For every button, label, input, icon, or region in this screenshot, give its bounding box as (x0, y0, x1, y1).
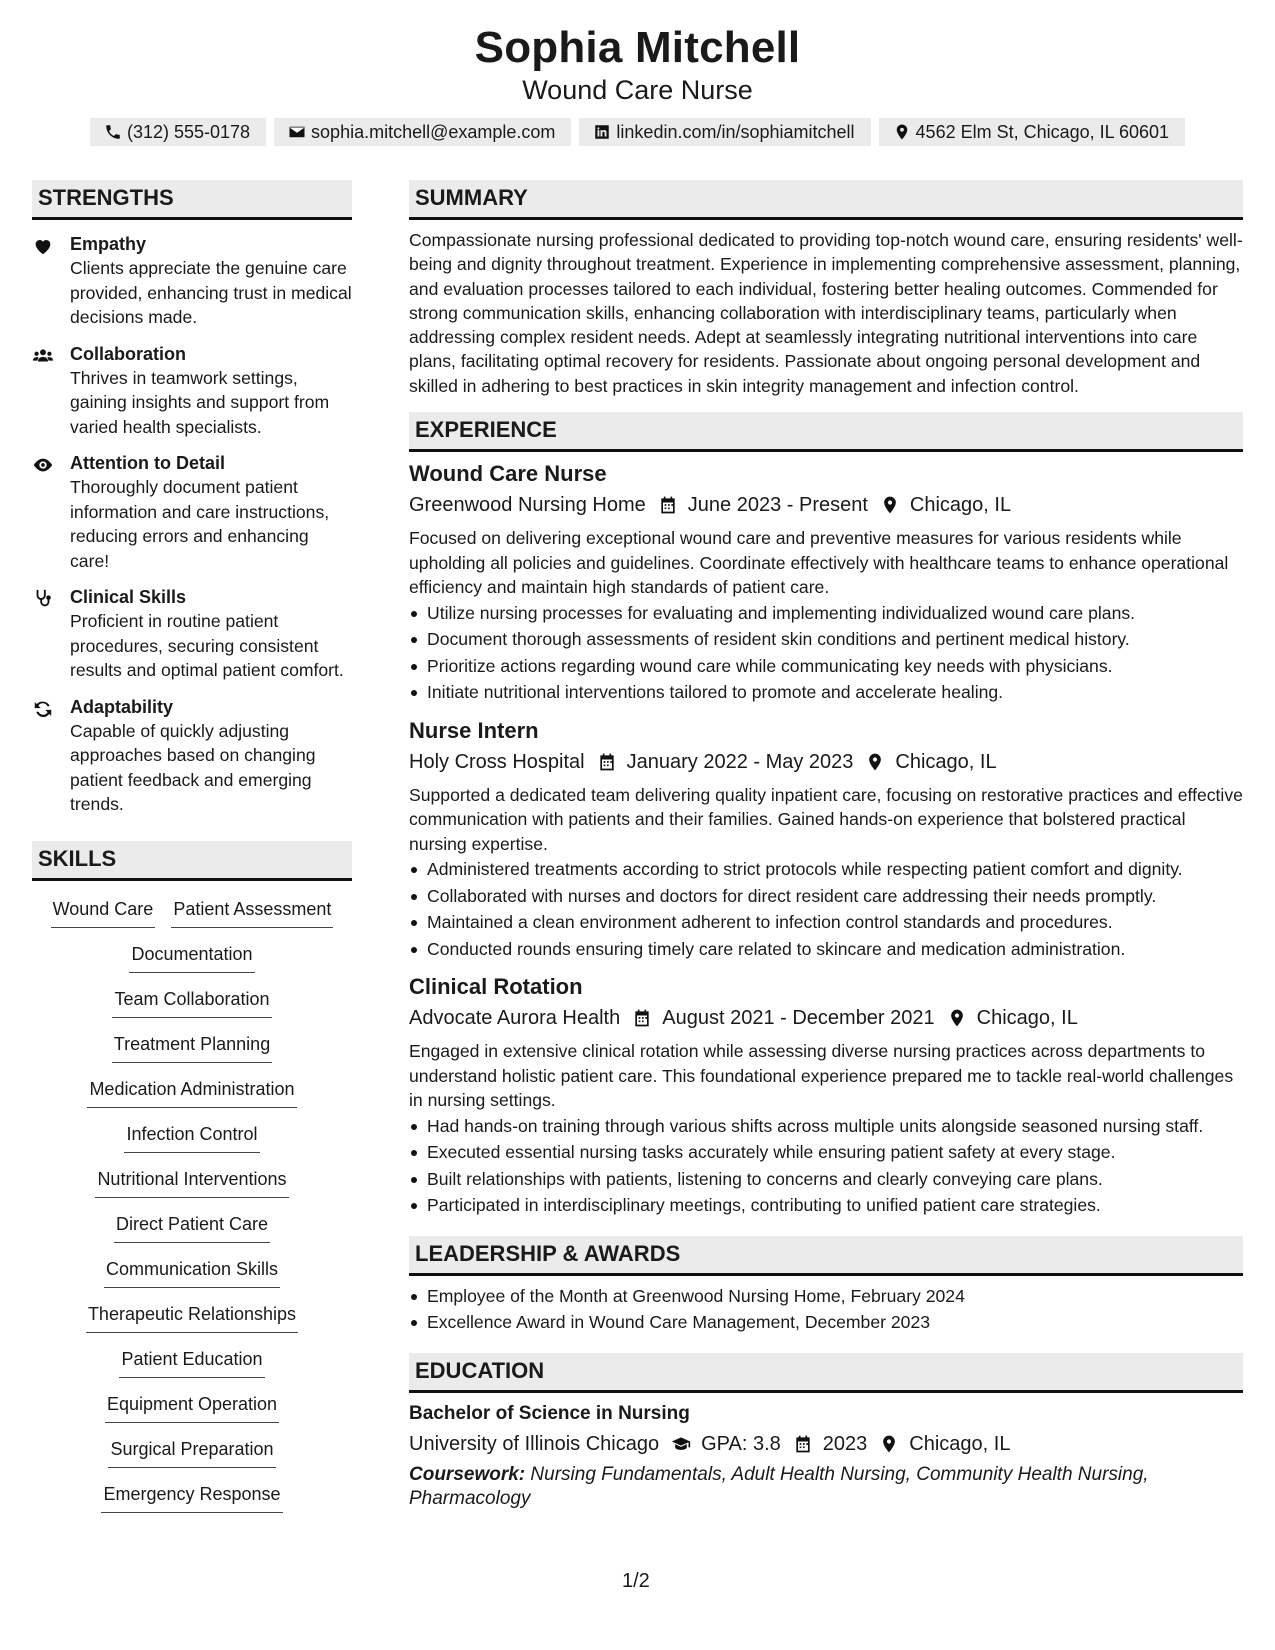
education-location: Chicago, IL (909, 1432, 1011, 1455)
resume-header (0, 0, 1275, 146)
school-name: University of Illinois Chicago (409, 1432, 660, 1455)
heart-icon (32, 235, 54, 257)
bullet-item: Initiate nutritional interventions tailored to promote and accelerate healing. (409, 680, 1243, 705)
eye-icon (32, 454, 54, 476)
award-item: Employee of the Month at Greenwood Nursing Home, February 2024 (409, 1284, 1243, 1309)
job-bullets (409, 601, 1243, 705)
job-dates: January 2022 - May 2023 (626, 750, 854, 773)
company-name: Advocate Aurora Health (409, 1007, 621, 1030)
calendar-icon (658, 495, 678, 515)
phone-icon (104, 123, 122, 141)
skill-tag: Communication Skills (104, 1255, 280, 1288)
strength-item (32, 342, 352, 440)
summary-heading: SUMMARY (409, 180, 1243, 220)
job-description: Supported a dedicated team delivering quality inpatient care, focusing on restorative practices and effective communication with patients and their families. Gained hands-on experience that bolstered practical nursing expertise. (409, 784, 1243, 854)
bullet-item: Administered treatments according to strict protocols while respecting patient comfort and dignity. (409, 857, 1243, 882)
contact-bar (0, 118, 1275, 146)
graduation-year: 2023 (822, 1432, 868, 1455)
calendar-icon (632, 1008, 652, 1028)
strength-name: Collaboration (70, 343, 186, 364)
stethoscope-icon (32, 588, 54, 610)
contact-linkedin-text: linkedin.com/in/sophiamitchell (616, 122, 855, 142)
job-title: Wound Care Nurse (409, 461, 607, 487)
skill-tag: Wound Care (51, 895, 156, 928)
job-location: Chicago, IL (909, 494, 1012, 517)
job-bullets (409, 1114, 1243, 1218)
graduation-cap-icon (671, 1434, 691, 1454)
job-meta (409, 747, 1243, 777)
coursework-list: Nursing Fundamentals, Adult Health Nursing, Community Health Nursing, Pharmacology (409, 1463, 1149, 1509)
job-dates: June 2023 - Present (687, 494, 868, 517)
map-pin-icon (879, 1434, 899, 1454)
contact-phone[interactable] (90, 118, 266, 146)
users-icon (32, 345, 54, 367)
envelope-icon (288, 123, 306, 141)
strength-name: Attention to Detail (70, 453, 225, 473)
bullet-item: Had hands-on training through various shifts across multiple units alongside seasoned nursing staff. (409, 1114, 1243, 1139)
contact-email[interactable] (274, 118, 571, 146)
awards-heading: LEADERSHIP & AWARDS (409, 1236, 1243, 1276)
job-meta (409, 1003, 1243, 1033)
degree-name: Bachelor of Science in Nursing (409, 1402, 690, 1424)
skills-heading: SKILLS (32, 841, 352, 881)
company-name: Holy Cross Hospital (409, 750, 585, 773)
skill-tag: Emergency Response (101, 1480, 282, 1513)
skill-tag: Treatment Planning (112, 1030, 272, 1063)
strengths-heading: STRENGTHS (32, 180, 352, 220)
contact-email-text: sophia.mitchell@example.com (311, 122, 556, 142)
skill-tag: Infection Control (124, 1120, 259, 1153)
experience-entry (409, 460, 1243, 705)
skill-tag: Surgical Preparation (108, 1435, 275, 1468)
calendar-icon (597, 752, 617, 772)
skill-tag: Therapeutic Relationships (86, 1300, 298, 1333)
strength-item (32, 695, 352, 817)
bullet-item: Participated in interdisciplinary meetings, contributing to unified patient care strategies. (409, 1193, 1243, 1218)
bullet-item: Document thorough assessments of resident skin conditions and pertinent medical history. (409, 627, 1243, 652)
sync-icon (32, 698, 54, 720)
bullet-item: Collaborated with nurses and doctors for direct resident care addressing their needs promptly. (409, 884, 1243, 909)
strength-item (32, 451, 352, 573)
job-title: Clinical Rotation (409, 974, 583, 1000)
page-number: 1/2 (622, 1570, 650, 1592)
skill-tag: Documentation (129, 940, 254, 973)
right-column (409, 180, 1243, 1511)
skill-tag: Nutritional Interventions (95, 1165, 288, 1198)
bullet-item: Prioritize actions regarding wound care while communicating key needs with physicians. (409, 654, 1243, 679)
map-pin-icon (865, 752, 885, 772)
strength-desc: Thrives in teamwork settings, gaining insights and support from varied health specialists. (70, 367, 330, 437)
bullet-item: Built relationships with patients, listening to concerns and clearly conveying care plans. (409, 1167, 1243, 1192)
experience-heading: EXPERIENCE (409, 412, 1243, 452)
job-dates: August 2021 - December 2021 (662, 1007, 935, 1030)
strength-desc: Proficient in routine patient procedures, securing consistent results and optimal patient comfort. (70, 611, 344, 680)
strength-item (32, 232, 352, 330)
bullet-item: Executed essential nursing tasks accurately while ensuring patient safety at every stage. (409, 1140, 1243, 1165)
left-column (32, 180, 352, 1525)
skill-tag: Direct Patient Care (114, 1210, 270, 1243)
map-pin-icon (947, 1008, 967, 1028)
bullet-item: Maintained a clean environment adherent to infection control standards and procedures. (409, 910, 1243, 935)
coursework-label: Coursework: (409, 1463, 526, 1485)
contact-address-text: 4562 Elm St, Chicago, IL 60601 (915, 122, 1170, 142)
strength-name: Clinical Skills (70, 587, 187, 607)
job-location: Chicago, IL (895, 750, 997, 773)
gpa: GPA: 3.8 (701, 1432, 781, 1455)
job-description: Engaged in extensive clinical rotation while assessing diverse nursing practices across departments to understand holistic patient care. This foundational experience prepared me to tackle real-world challenges in nursing settings. (409, 1041, 1234, 1111)
company-name: Greenwood Nursing Home (409, 494, 646, 517)
job-description: Focused on delivering exceptional wound care and preventive measures for various residents while upholding all policies and guidelines. Coordinate effectively with healthcare teams to enhance operational efficiency and maintain high standards of patient care. (409, 528, 1229, 598)
strength-desc: Thoroughly document patient information and care instructions, reducing errors and enhancing care! (70, 477, 330, 571)
education-meta (409, 1429, 1243, 1459)
skill-tag: Equipment Operation (105, 1390, 279, 1423)
skill-tag: Patient Education (119, 1345, 264, 1378)
strength-item (32, 585, 352, 683)
job-bullets (409, 857, 1243, 961)
award-item: Excellence Award in Wound Care Management, December 2023 (409, 1310, 1243, 1335)
strength-desc: Capable of quickly adjusting approaches based on changing patient feedback and emerging trends. (70, 720, 316, 814)
strength-name: Adaptability (70, 696, 174, 717)
linkedin-icon (593, 123, 611, 141)
skill-tag: Medication Administration (87, 1075, 296, 1108)
education-heading: EDUCATION (409, 1353, 1243, 1393)
calendar-icon (793, 1434, 813, 1454)
bullet-item: Conducted rounds ensuring timely care related to skincare and medication administration. (409, 937, 1243, 962)
contact-address (879, 118, 1186, 146)
strength-desc: Clients appreciate the genuine care provided, enhancing trust in medical decisions made. (70, 258, 352, 327)
skill-tag: Patient Assessment (171, 895, 333, 928)
experience-entry (409, 973, 1243, 1218)
skills-list (32, 895, 352, 1525)
contact-phone-text: (312) 555-0178 (126, 122, 251, 142)
summary-text: Compassionate nursing professional dedicated to providing top-notch wound care, ensuring residents' well-being and dignity throughout treatment. Experience in implementing comprehensive assessment, planning, and evaluation processes tailored to each individual, fostering better healing outcomes. Commended for strong communication skills, enhancing collaboration with interdisciplinary teams, particularly when addressing complex resident needs. Adept at seamlessly integrating nutritional interventions into care plans, facilitating optimal recovery for residents. Passionate about ongoing personal development and skilled in adhering to best practices in skin integrity management and infection control. (409, 230, 1243, 396)
strength-name: Empathy (70, 234, 147, 254)
job-meta (409, 490, 1243, 520)
job-location: Chicago, IL (976, 1007, 1078, 1030)
awards-list (409, 1284, 1243, 1335)
experience-entry (409, 717, 1243, 962)
bullet-item: Utilize nursing processes for evaluating and implementing individualized wound care plans. (409, 601, 1243, 626)
map-pin-icon (893, 123, 911, 141)
skill-tag: Team Collaboration (112, 985, 271, 1018)
coursework (409, 1463, 1243, 1511)
candidate-title: Wound Care Nurse (522, 75, 753, 105)
map-pin-icon (880, 495, 900, 515)
job-title: Nurse Intern (409, 717, 539, 743)
contact-linkedin[interactable] (579, 118, 870, 146)
candidate-name: Sophia Mitchell (474, 23, 801, 72)
